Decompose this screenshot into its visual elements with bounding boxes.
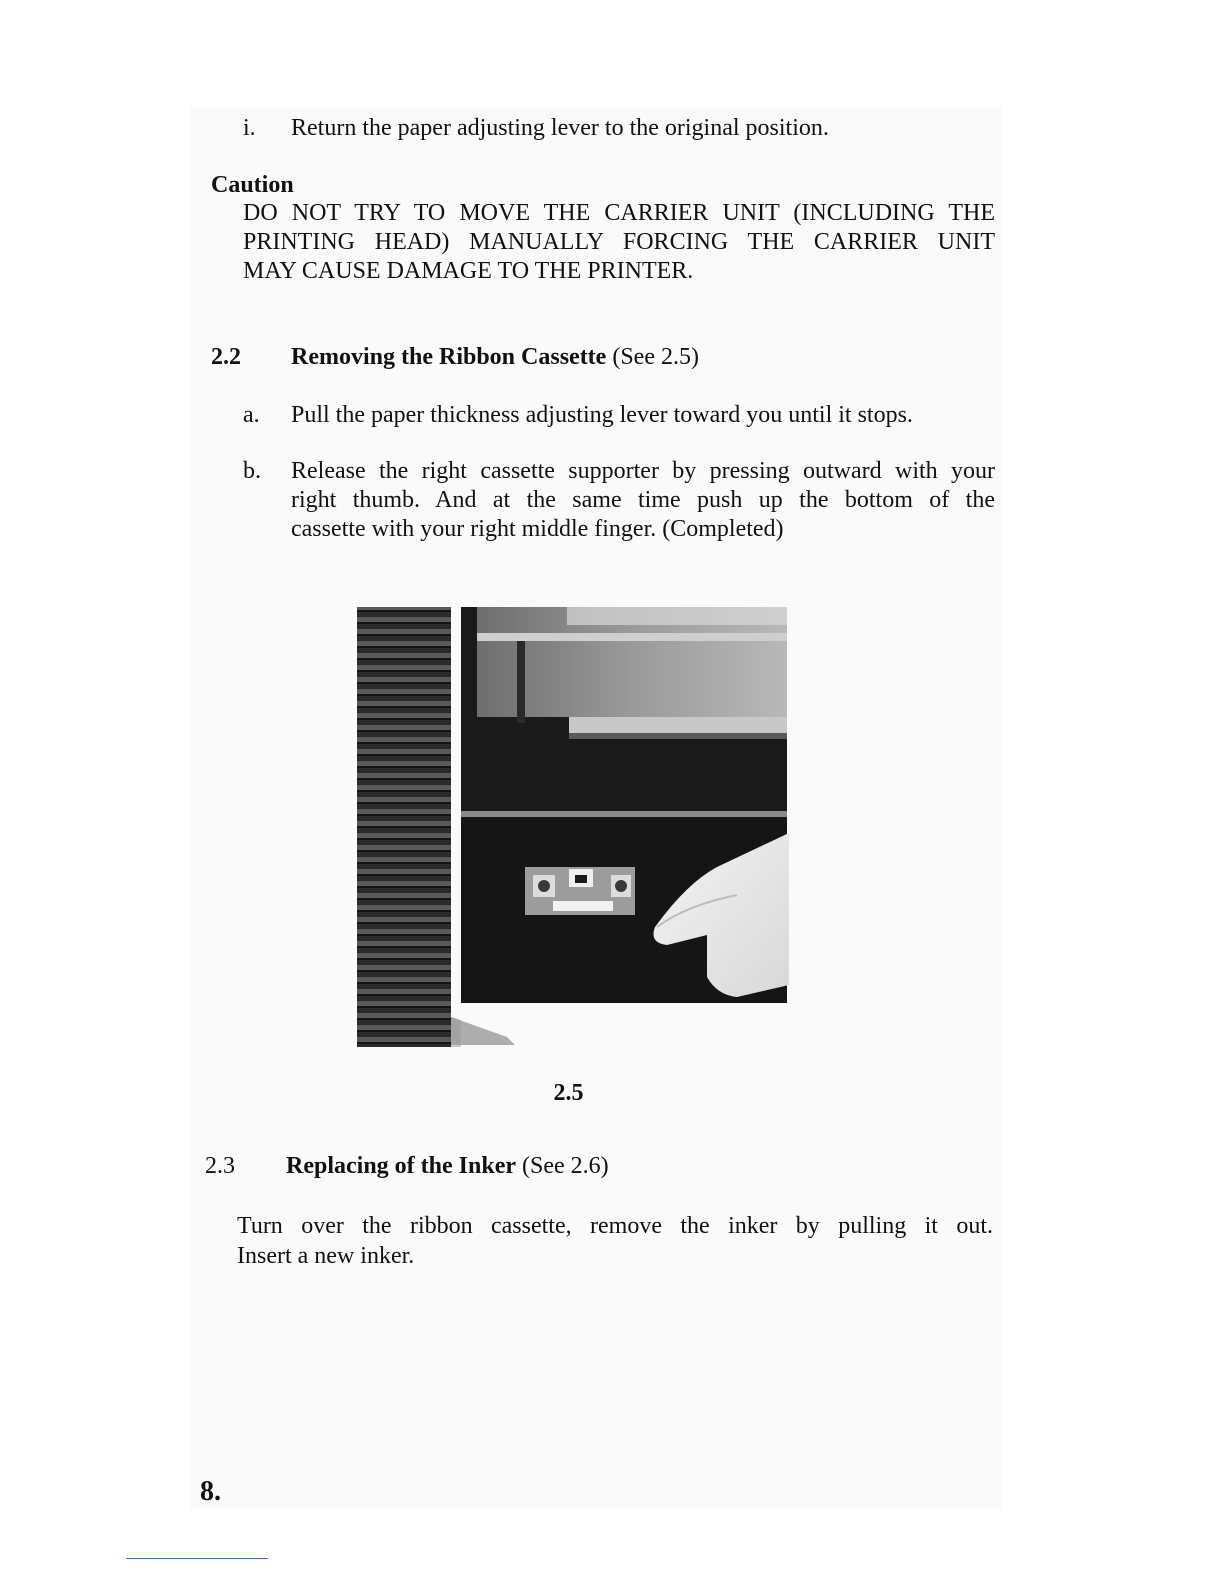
- platen-knob: [357, 607, 451, 1047]
- step-b-marker: b.: [243, 458, 261, 484]
- section-2-3-line-1: Turn over the ribbon cassette, remove the inker by pulling it out.: [237, 1213, 993, 1239]
- caution-line-3: MAY CAUSE DAMAGE TO THE PRINTER.: [243, 258, 694, 284]
- section-2-2-heading: [291, 343, 991, 372]
- figure-caption: 2.5: [553, 1080, 584, 1106]
- section-2-3-heading: [286, 1152, 986, 1181]
- step-i-text: Return the paper adjusting lever to the original position.: [291, 115, 829, 141]
- section-2-3-number: 2.3: [205, 1153, 235, 1179]
- printer-ribbon-cassette-photo: [357, 605, 789, 1047]
- section-2-2-title: Removing the Ribbon Cassette: [291, 344, 607, 370]
- step-b-line-3: cassette with your right middle finger. (Completed): [291, 516, 784, 542]
- step-b-line-1: Release the right cassette supporter by pressing outward with your: [291, 458, 995, 484]
- section-2-3-line-2: Insert a new inker.: [237, 1243, 415, 1269]
- section-2-3-title: Replacing of the Inker: [286, 1153, 516, 1179]
- footer-rule: [126, 1558, 268, 1559]
- caution-line-2: PRINTING HEAD) MANUALLY FORCING THE CARRIER UNIT: [243, 229, 995, 255]
- caution-heading: Caution: [211, 172, 294, 198]
- section-2-3-ref: (See 2.6): [522, 1153, 609, 1179]
- caution-line-1: DO NOT TRY TO MOVE THE CARRIER UNIT (INCLUDING THE: [243, 200, 995, 226]
- step-i-marker: i.: [243, 115, 256, 141]
- section-2-2-ref: (See 2.5): [612, 344, 699, 370]
- step-a-text: Pull the paper thickness adjusting lever toward you until it stops.: [291, 402, 913, 428]
- step-b-line-2: right thumb. And at the same time push up the bottom of the: [291, 487, 995, 513]
- section-2-2-number: 2.2: [211, 344, 241, 370]
- step-a-marker: a.: [243, 402, 260, 428]
- page-number: 8.: [200, 1476, 221, 1507]
